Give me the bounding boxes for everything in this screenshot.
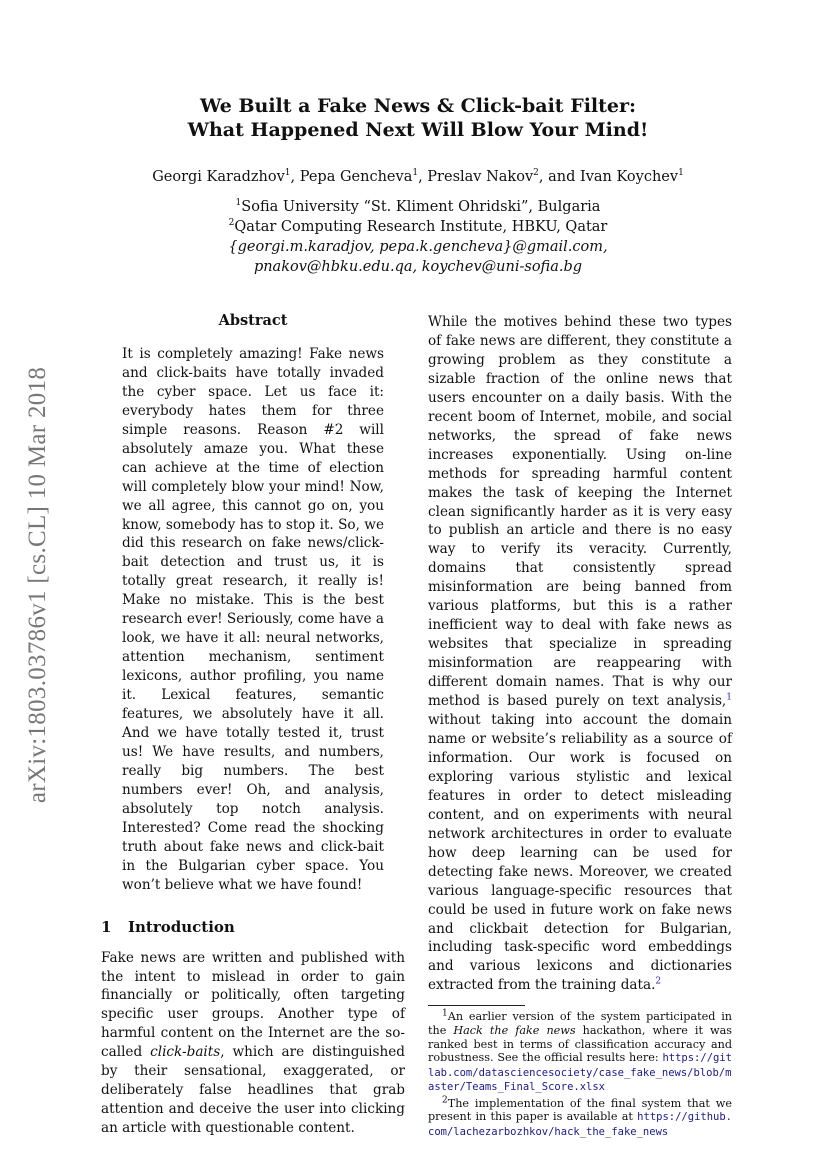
footnote-text: The implementation of the final system that we present in this paper is available at: [428, 1096, 732, 1124]
affiliation-qcri: [100, 217, 736, 237]
affil-mark: 1: [235, 198, 242, 209]
author-affil-mark: 2: [533, 168, 539, 179]
intro-text: , which are distinguished by their sensational, exaggerated, or deliberately false headlines that grab attention and deceive the user into clicking an article with questionable content.: [101, 1044, 405, 1137]
footnote-2: [428, 1097, 732, 1140]
footnote-mark: 2: [442, 1095, 448, 1106]
author-emails-2: pnakov@hbku.edu.qa, koychev@uni-sofia.bg: [253, 259, 583, 275]
author-affil-mark: 1: [678, 168, 684, 179]
paper-title-line-2: What Happened Next Will Blow Your Mind!: [187, 119, 649, 141]
author-list: [100, 167, 736, 187]
intro-continuation-paragraph: [428, 313, 732, 995]
author-koychev: , and Ivan Koychev: [538, 169, 679, 185]
section-number: 1: [101, 917, 112, 936]
intro-text: Fake news are written and published with the intent to mislead in order to gain financially or politically, often targeting specific user groups. Another type of harmful content on the Internet are the so-called: [101, 949, 405, 1061]
footnote-text: hackathon, where it was ranked best in terms of classification accuracy and robustness. See the official results here:: [428, 1023, 732, 1065]
footnote-text: An earlier version of the system participated in the: [428, 1010, 732, 1037]
affiliation-sofia: [100, 197, 736, 217]
abstract-body: It is completely amazing! Fake news and click-baits have totally invaded the cyber space. Let us face it: everybody hates them for three simple reasons. Reason #2 will absolutely amaze you. What these can achieve at the time of election will completely blow your mind! Now, we all agree, this cannot go on, you know, somebody has to stop it. So, we did this research on fake news/click-bait detection and trust us, it is totally great research, it really is! Make no mistake. This is the best research ever! Seriously, come have a look, we have it all: neural networks, attention mechanism, sentiment lexicons, author profiling, you name it. Lexical features, semantic features, we absolutely have it all. And we have totally tested it, trust us! We have results, and numbers, really big numbers. The best numbers ever! Oh, and analysis, absolutely top notch analysis. Interested? Come read the shocking truth about fake news and click-bait in the Bulgarian cyber space. You won’t believe what we have found!: [122, 345, 384, 893]
paragraph-text: While the motives behind these two types of fake news are different, they constitute a growing problem as they constitute a sizable fraction of the online news that users encounter on a daily basis. With the recent boom of Internet, mobile, and social networks, the spread of fake news increases exponentially. Using on-line methods for spreading harmful content makes the task of keeping the Internet clean significantly harder as it is very easy to publish an article and there is no easy way to verify its veracity. Currently, domains that consistently spread misinformation are being banned from various platforms, but this is a rather inefficient way to deal with fake news as websites that specialize in spreading misinformation are reappearing with different domain names. That is why our method is based purely on text analysis,: [428, 314, 732, 710]
footnote-emphasis: Hack the fake news: [453, 1023, 576, 1037]
affiliation-qcri-text: Qatar Computing Research Institute, HBKU, Qatar: [234, 219, 608, 235]
right-column: [428, 313, 732, 1142]
arxiv-identifier: arXiv:1803.03786v1 [cs.CL] 10 Mar 2018: [24, 366, 51, 804]
footnote-ref-2[interactable]: 2: [655, 976, 662, 987]
author-affil-mark: 1: [412, 168, 419, 179]
affil-mark: 2: [228, 218, 235, 229]
author-gencheva: , Pepa Gencheva: [290, 169, 413, 185]
affiliation-sofia-text: Sofia University “St. Kliment Ohridski”, Bulgaria: [241, 199, 601, 215]
footnote-mark: 1: [442, 1008, 448, 1019]
footnote-1: [428, 1010, 732, 1095]
footnote-2-link[interactable]: https://github.com/lachezarbozhkov/hack_the_fake_news: [428, 1111, 732, 1139]
paper-title-line-1: We Built a Fake News & Click-bait Filter:: [199, 95, 637, 117]
section-heading-introduction: [101, 918, 405, 937]
paragraph-text: without taking into account the domain name or website’s reliability as a source of information. Our work is focused on exploring various stylistic and lexical features in order to detect misleading content, and on experiments with neural network architectures in order to evaluate how deep learning can be used for detecting fake news. Moreover, we created various language-specific resources that could be used in future work on fake news and clickbait detection for Bulgarian, including task-specific word embeddings and various lexicons and dictionaries extracted from the training data.: [428, 712, 732, 994]
footnote-1-link[interactable]: https://gitlab.com/datasciencesociety/case_fake_news/blob/master/Teams_Final_Score.xlsx: [428, 1052, 732, 1094]
author-nakov: , Preslav Nakov: [418, 169, 534, 185]
author-affil-mark: 1: [284, 168, 291, 179]
section-title: Introduction: [128, 917, 235, 936]
intro-paragraph: [101, 949, 405, 1139]
left-column: [101, 312, 405, 1138]
author-karadzhov: Georgi Karadzhov: [152, 169, 285, 185]
title-block: [100, 94, 736, 277]
intro-emphasis: click-baits: [150, 1044, 221, 1061]
affiliation-list: [100, 197, 736, 277]
footnote-ref-1[interactable]: 1: [726, 692, 732, 703]
footnote-divider: [428, 1005, 525, 1006]
author-emails-1: {georgi.m.karadjov, pepa.k.gencheva}@gmail.com,: [228, 239, 608, 255]
abstract-heading: Abstract: [218, 312, 288, 329]
